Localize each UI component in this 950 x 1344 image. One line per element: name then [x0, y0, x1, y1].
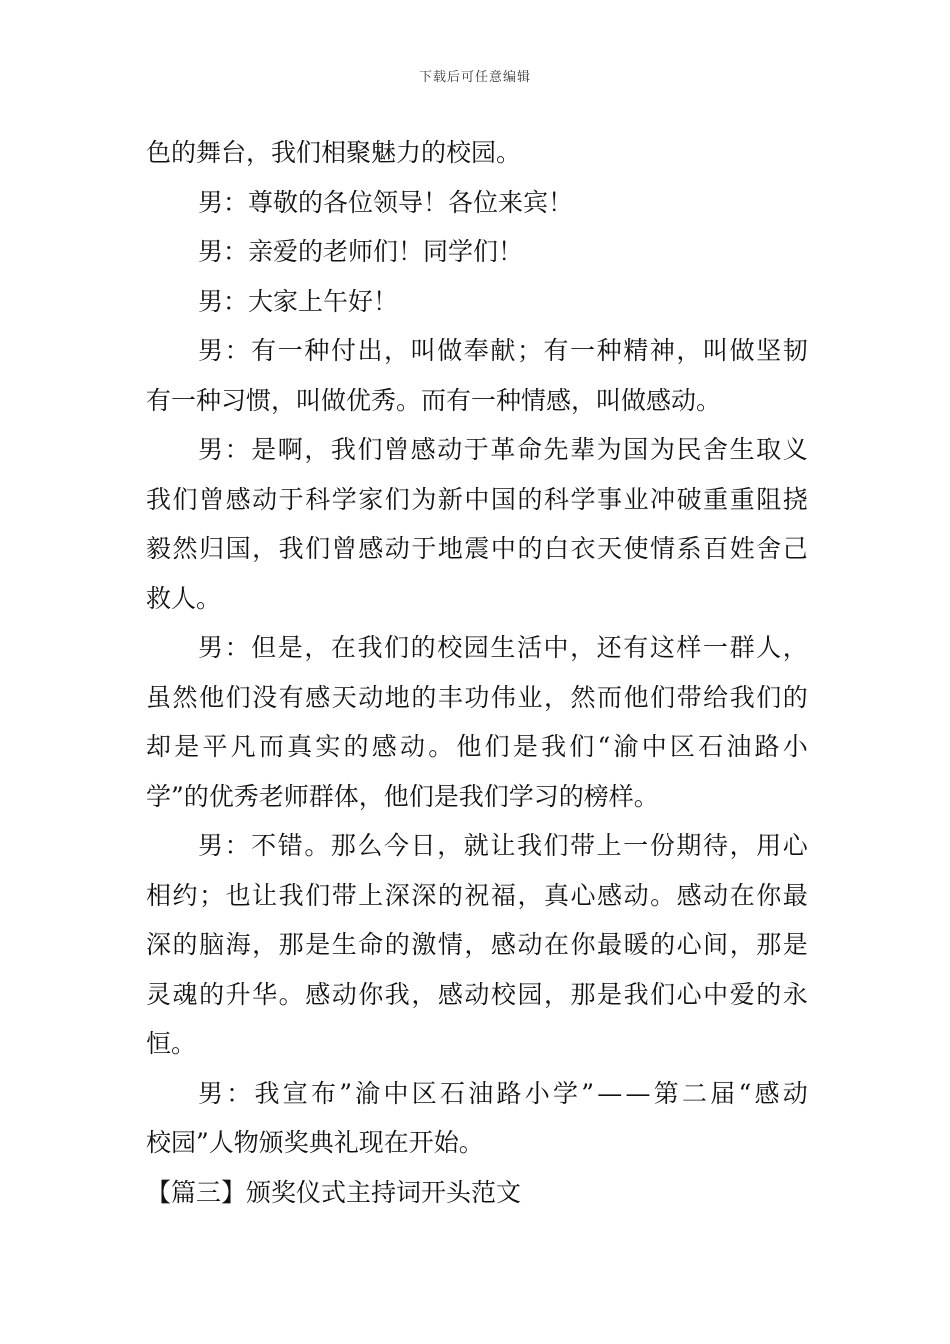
text-line: 男：尊敬的各位领导！各位来宾！	[198, 187, 574, 217]
text-line: 校园”人物颁奖典礼现在开始。	[146, 1128, 484, 1157]
body-text	[146, 128, 808, 1217]
text-line: 相 约 ； 也 让 我 们 带 上 深 深 的 祝 福 ， 真 心 感 动 。 感 动 在 你 最	[146, 880, 808, 910]
text-line: 却 是 平 凡 而 真 实 的 感 动 。 他 们 是 我 们 “ 渝 中 区 石 油 路 小	[146, 732, 808, 761]
text-line: 男 ： 但 是 ， 在 我 们 的 校 园 生 活 中 ， 还 有 这 样 一 群 人 ，	[198, 633, 808, 662]
text-line: 色的舞台，我们相聚魅力的校园。	[146, 138, 522, 167]
text-line: 我 们 曾 感 动 于 科 学 家 们 为 新 中 国 的 科 学 事 业 冲 破 重 重 阻 挠	[146, 484, 808, 514]
text-line: 学”的优秀老师群体，他们是我们学习的榜样。	[146, 781, 659, 811]
text-line: 救人。	[146, 583, 222, 613]
text-line: 有一种习惯，叫做优秀。而有一种情感，叫做感动。	[146, 385, 722, 415]
text-line: 灵 魂 的 升 华 。 感 动 你 我 ， 感 动 校 园 ， 那 是 我 们 心 中 爱 的 永	[146, 979, 808, 1009]
text-line: 深 的 脑 海 ， 那 是 生 命 的 激 情 ， 感 动 在 你 最 暖 的 心 间 ， 那 是	[146, 930, 808, 959]
text-line: 男 ： 是 啊 ， 我 们 曾 感 动 于 革 命 先 辈 为 国 为 民 舍 生 取 义	[198, 435, 808, 464]
text-line: 男：亲爱的老师们！同学们！	[198, 237, 524, 266]
text-line: 恒。	[146, 1029, 197, 1058]
text-line: 虽 然 他 们 没 有 感 天 动 地 的 丰 功 伟 业 ， 然 而 他 们 带 给 我 们 的	[146, 682, 808, 712]
text-line: 男 ： 有 一 种 付 出 ， 叫 做 奉 献 ； 有 一 种 精 神 ， 叫 做 坚 韧	[198, 336, 808, 365]
text-line: 男 ： 不 错 。 那 么 今 日 ， 就 让 我 们 带 上 一 份 期 待 ， 用 心	[198, 831, 808, 860]
text-line: 男：大家上午好！	[198, 286, 399, 316]
text-line: 男 ： 我 宣 布 ” 渝 中 区 石 油 路 小 学 ” — — 第 二 届 “ 感 动	[198, 1078, 808, 1108]
page-header: 下载后可任意编辑	[418, 70, 531, 85]
text-line: 【篇三】颁奖仪式主持词开头范文	[146, 1177, 522, 1207]
text-line: 毅 然 归 国 ， 我 们 曾 感 动 于 地 震 中 的 白 衣 天 使 情 系 百 姓 舍 己	[146, 534, 808, 563]
